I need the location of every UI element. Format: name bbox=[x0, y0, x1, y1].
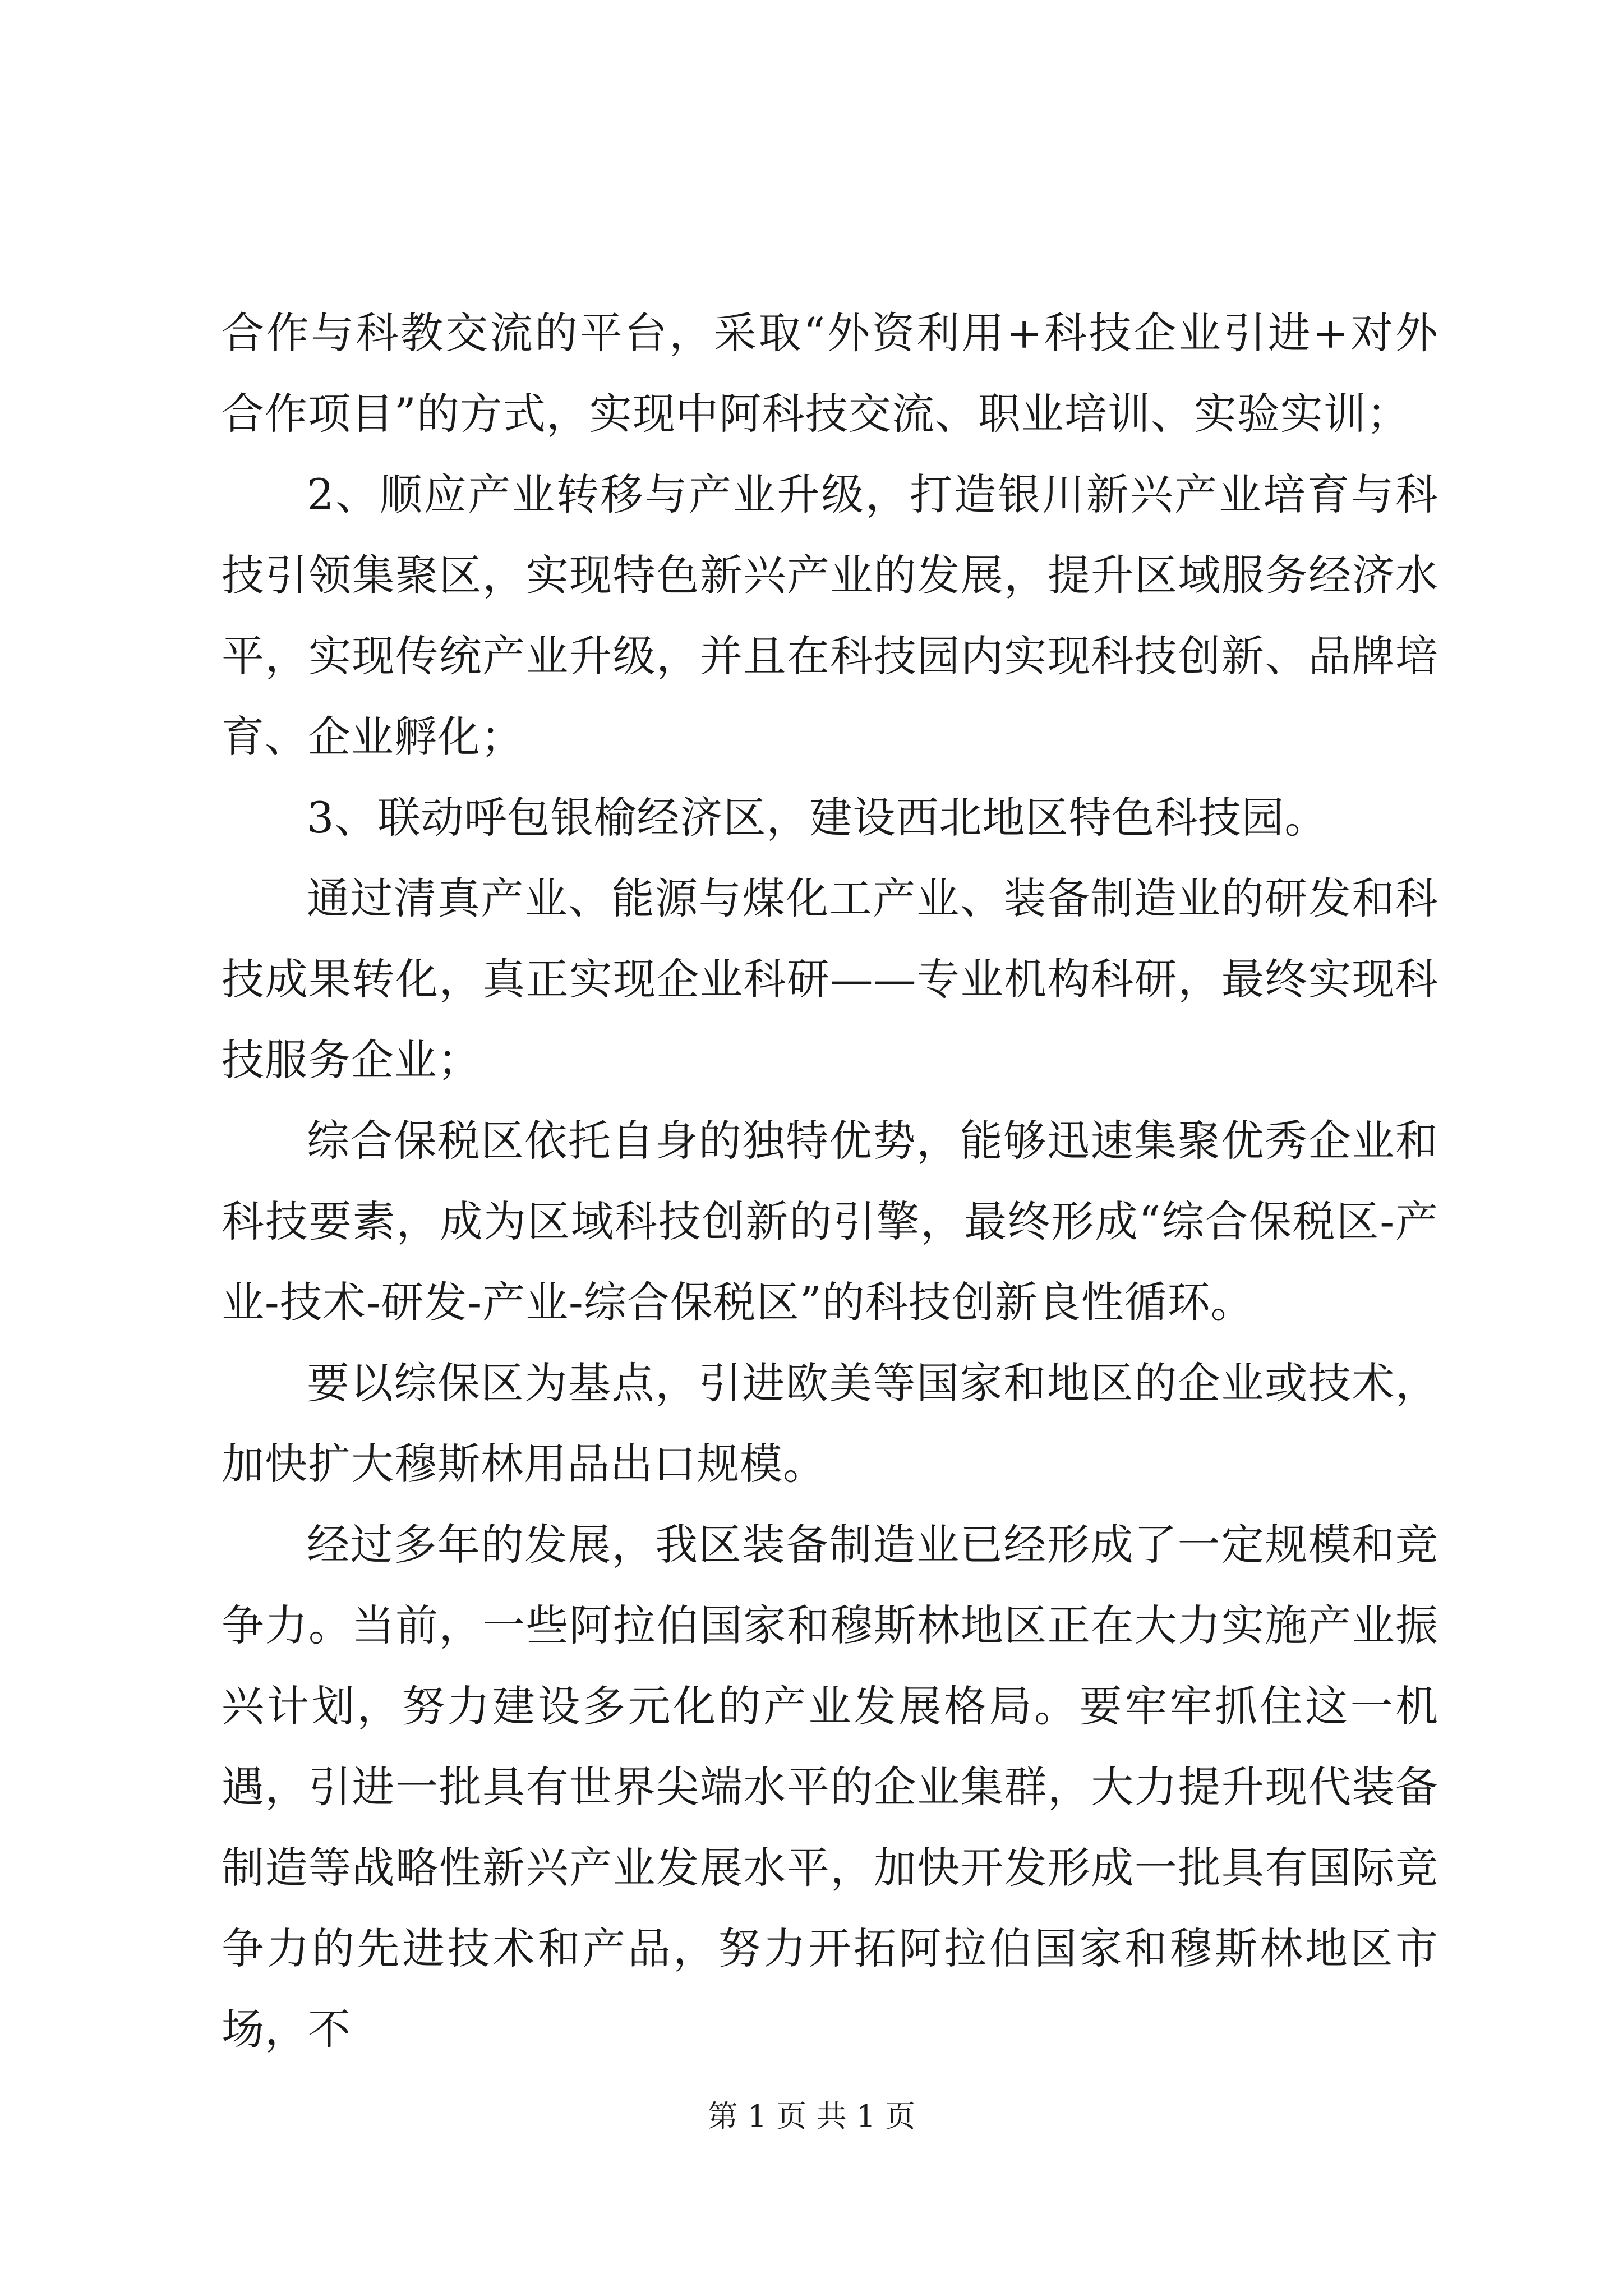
paragraph-equipment-manufacturing: 经过多年的发展，我区装备制造业已经形成了一定规模和竞争力。当前，一些阿拉伯国家和穆斯林地区正在大力实施产业振兴计划，努力建设多元化的产业发展格局。要牢牢抓住这一机遇，引进一批具有世界尖端水平的企业集群，大力提升现代装备制造等战略性新兴产业发展水平，加快开发形成一批具有国际竞争力的先进技术和产品，努力开拓阿拉伯国家和穆斯林地区市场，不 bbox=[222, 1520, 1438, 2054]
paragraph-rd-transformation: 通过清真产业、能源与煤化工产业、装备制造业的研发和科技成果转化，真正实现企业科研——专业机构科研，最终实现科技服务企业； bbox=[222, 873, 1438, 1085]
paragraph-item-3: 3、联动呼包银榆经济区，建设西北地区特色科技园。 bbox=[307, 793, 1328, 843]
paragraph-continuation: 合作与科教交流的平台，采取“外资利用+科技企业引进+对外合作项目”的方式，实现中阿科技交流、职业培训、实验实训； bbox=[222, 308, 1438, 439]
document-body bbox=[222, 293, 1438, 2070]
page-footer: 第 1 页 共 1 页 bbox=[707, 2099, 916, 2134]
paragraph-item-2: 2、顺应产业转移与产业升级，打造银川新兴产业培育与科技引领集聚区，实现特色新兴产业的发展，提升区域服务经济水平，实现传统产业升级，并且在科技园内实现科技创新、品牌培育、企业孵化； bbox=[222, 470, 1438, 762]
paragraph-bonded-zone: 综合保税区依托自身的独特优势，能够迅速集聚优秀企业和科技要素，成为区域科技创新的引擎，最终形成“综合保税区-产业-技术-研发-产业-综合保税区”的科技创新良性循环。 bbox=[222, 1116, 1438, 1327]
paragraph-export-scale: 要以综保区为基点，引进欧美等国家和地区的企业或技术，加快扩大穆斯林用品出口规模。 bbox=[222, 1358, 1438, 1489]
